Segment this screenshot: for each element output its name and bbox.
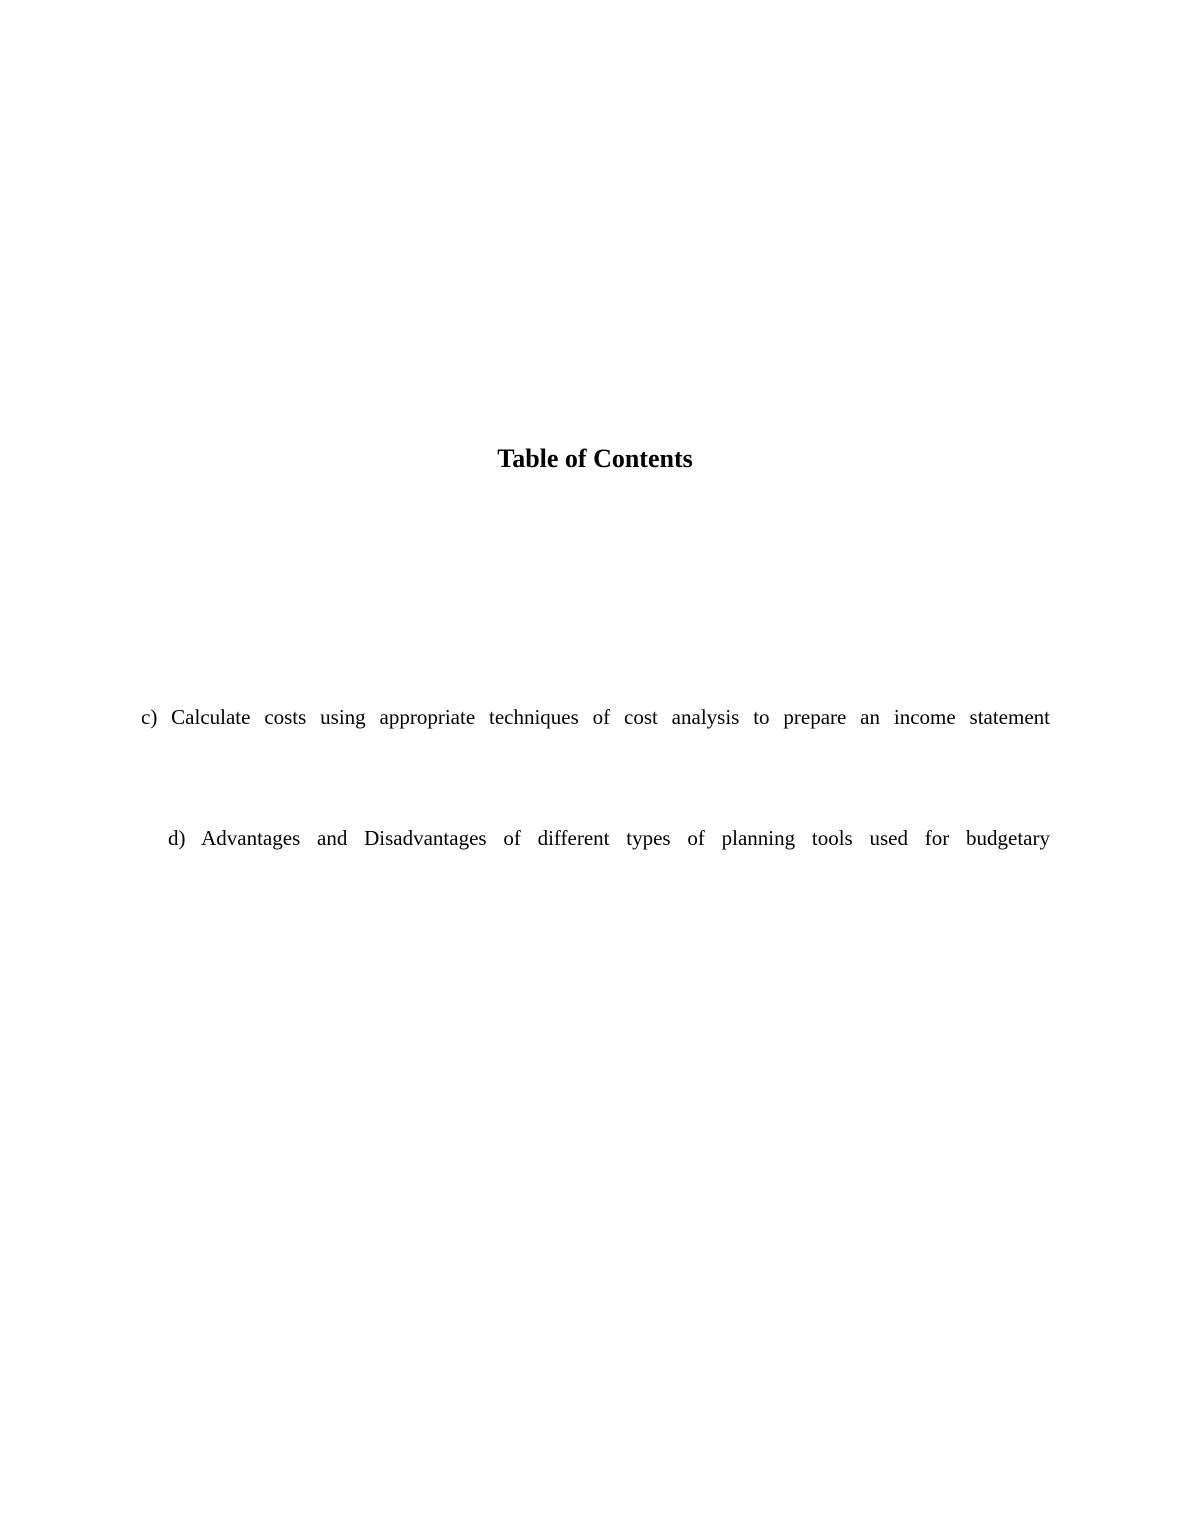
toc-title: Table of Contents bbox=[497, 444, 693, 473]
toc-entry-d-line1[interactable]: d) Advantages and Disadvantages of different types of planning tools used for budgetary bbox=[168, 826, 1050, 850]
toc-entry-c-line1[interactable]: c) Calculate costs using appropriate techniques of cost analysis to prepare an income statement bbox=[141, 705, 1050, 729]
